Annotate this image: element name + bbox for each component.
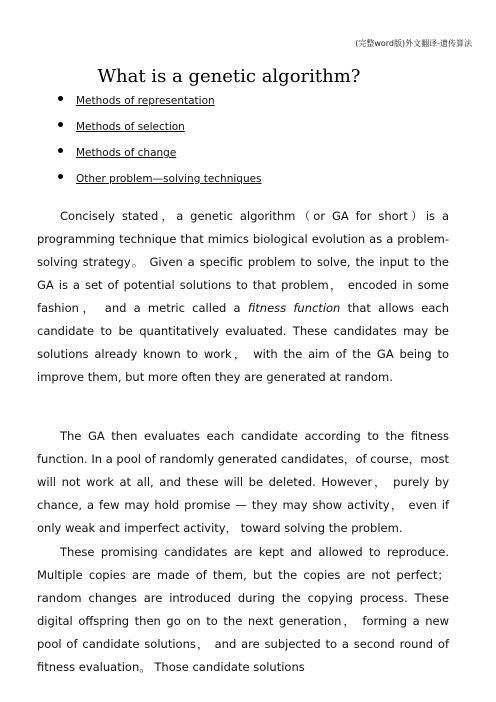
bullet-icon	[58, 174, 63, 179]
toc-link-other-techniques[interactable]: Other problem—solving techniques	[76, 173, 262, 185]
toc-link-selection[interactable]: Methods of selection	[76, 121, 185, 133]
paragraph-3	[37, 541, 449, 689]
toc-link-representation[interactable]: Methods of representation	[76, 95, 215, 107]
paragraph-1	[37, 205, 449, 399]
bullet-icon	[58, 148, 63, 153]
paragraph-2-text: The GA then evaluates each candidate according to the fitness function. In a pool of randomly generated candidates，of course，most will not work at all, and these will be deleted. However， purely by chance, a few may hold promise — they may show activity， even if only weak and imperfect activity， toward solving the problem.	[37, 429, 449, 535]
bullet-icon	[58, 96, 63, 101]
header-note: (完整word版)外文翻译-遗传算法	[355, 39, 472, 48]
paragraph-3-text: These promising candidates are kept and allowed to reproduce. Multiple copies are made of them, but the copies are not perfect； random changes are introduced during the copying process. These digital offspring then go on to the next generation， forming a new pool of candidate solutions， and are subjected to a second round of fitness evaluation。 Those candidate solutions	[37, 545, 449, 674]
page-title: What is a genetic algorithm?	[97, 66, 361, 88]
toc-link-change[interactable]: Methods of change	[76, 147, 177, 159]
paragraph-1-before: Concisely stated，a genetic algorithm（or GA for short）is a programming technique that mimics biological evolution as a problem-solving strategy。 Given a specific problem to solve, the input to the GA is a set of potential solutions to that problem， encoded in some fashion， and a metric called a	[37, 209, 449, 315]
bullet-icon	[58, 122, 63, 127]
paragraph-1-emphasis: fitness function	[247, 301, 341, 315]
paragraph-1-after: that allows each candidate to be quantitatively evaluated. These candidates may be solutions already known to work， with the aim of the GA being to improve them, but more often they are generated at random.	[37, 301, 449, 384]
paragraph-2	[37, 425, 449, 550]
